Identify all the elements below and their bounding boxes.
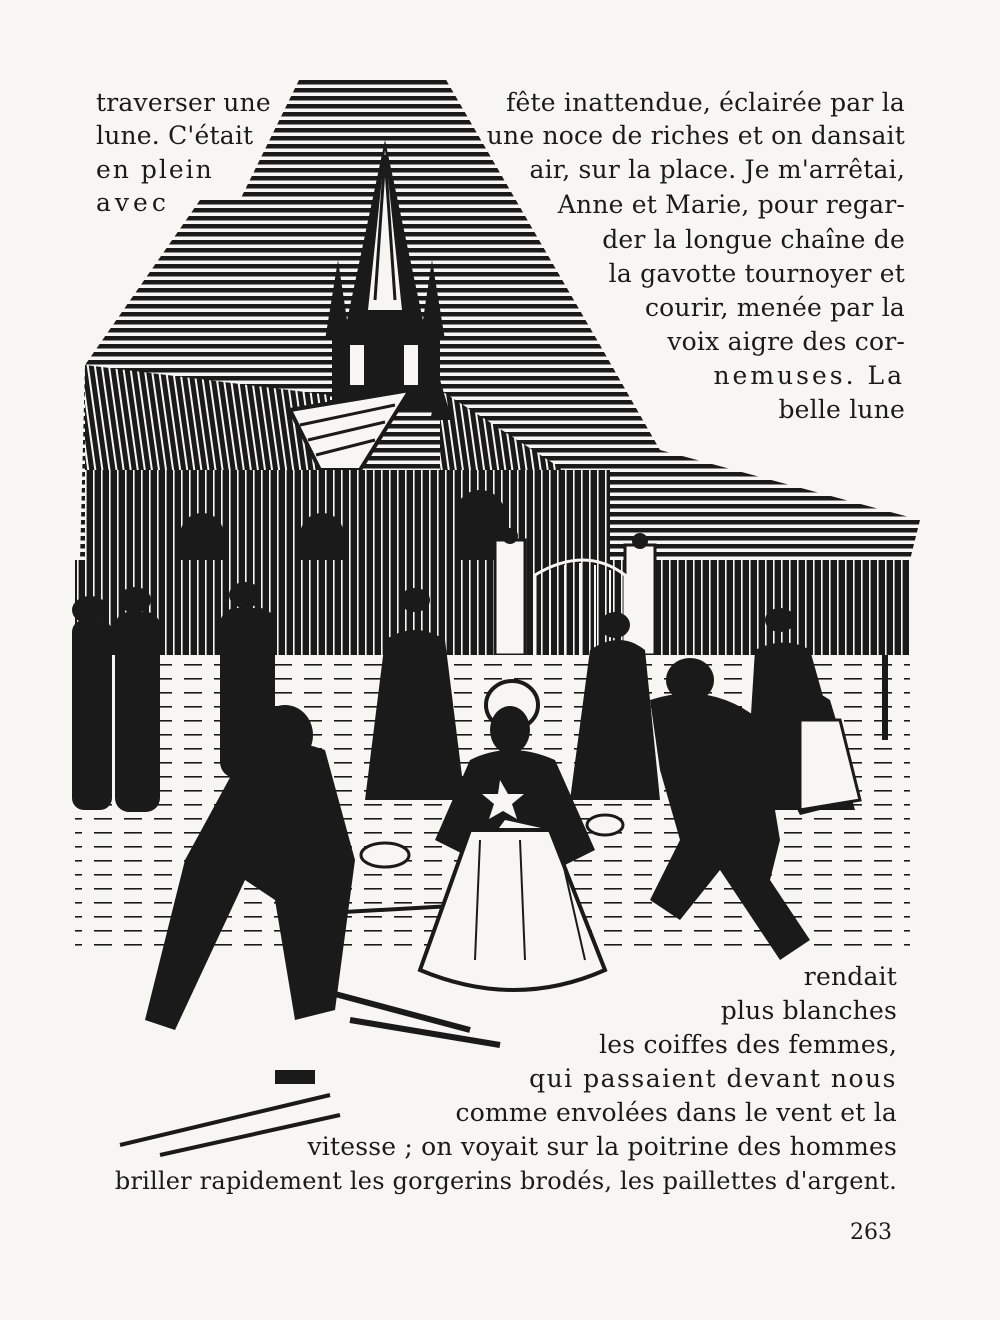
text-line: rendait <box>803 962 897 991</box>
text-line: plus blanches <box>720 996 897 1025</box>
text-line: der la longue chaîne de <box>602 225 905 254</box>
text-line: air, sur la place. Je m'arrêtai, <box>529 155 905 184</box>
text-line: Anne et Marie, pour regar- <box>557 190 905 219</box>
text-line: les coiffes des femmes, <box>599 1030 897 1059</box>
text-line: une noce de riches et on dansait <box>486 121 905 150</box>
text-line: fête inattendue, éclairée par la <box>506 88 905 117</box>
text-line: courir, menée par la <box>644 293 905 322</box>
text-line: vitesse ; on voyait sur la poitrine des hommes <box>307 1132 897 1161</box>
text-line: avec <box>96 188 170 217</box>
text-line: en plein <box>96 155 214 184</box>
text-line: traverser une <box>96 88 271 117</box>
page-number: 263 <box>850 1220 892 1245</box>
text-line: qui passaient devant nous <box>529 1064 897 1093</box>
text-line: lune. C'était <box>96 121 254 150</box>
text-line: comme envolées dans le vent et la <box>455 1098 897 1127</box>
text-line: belle lune <box>778 395 905 424</box>
text-line: nemuses. La <box>713 361 905 390</box>
text-line: la gavotte tournoyer et <box>608 259 905 288</box>
text-line: voix aigre des cor- <box>667 327 905 356</box>
text-line: briller rapidement les gorgerins brodés, les paillettes d'argent. <box>114 1167 897 1195</box>
